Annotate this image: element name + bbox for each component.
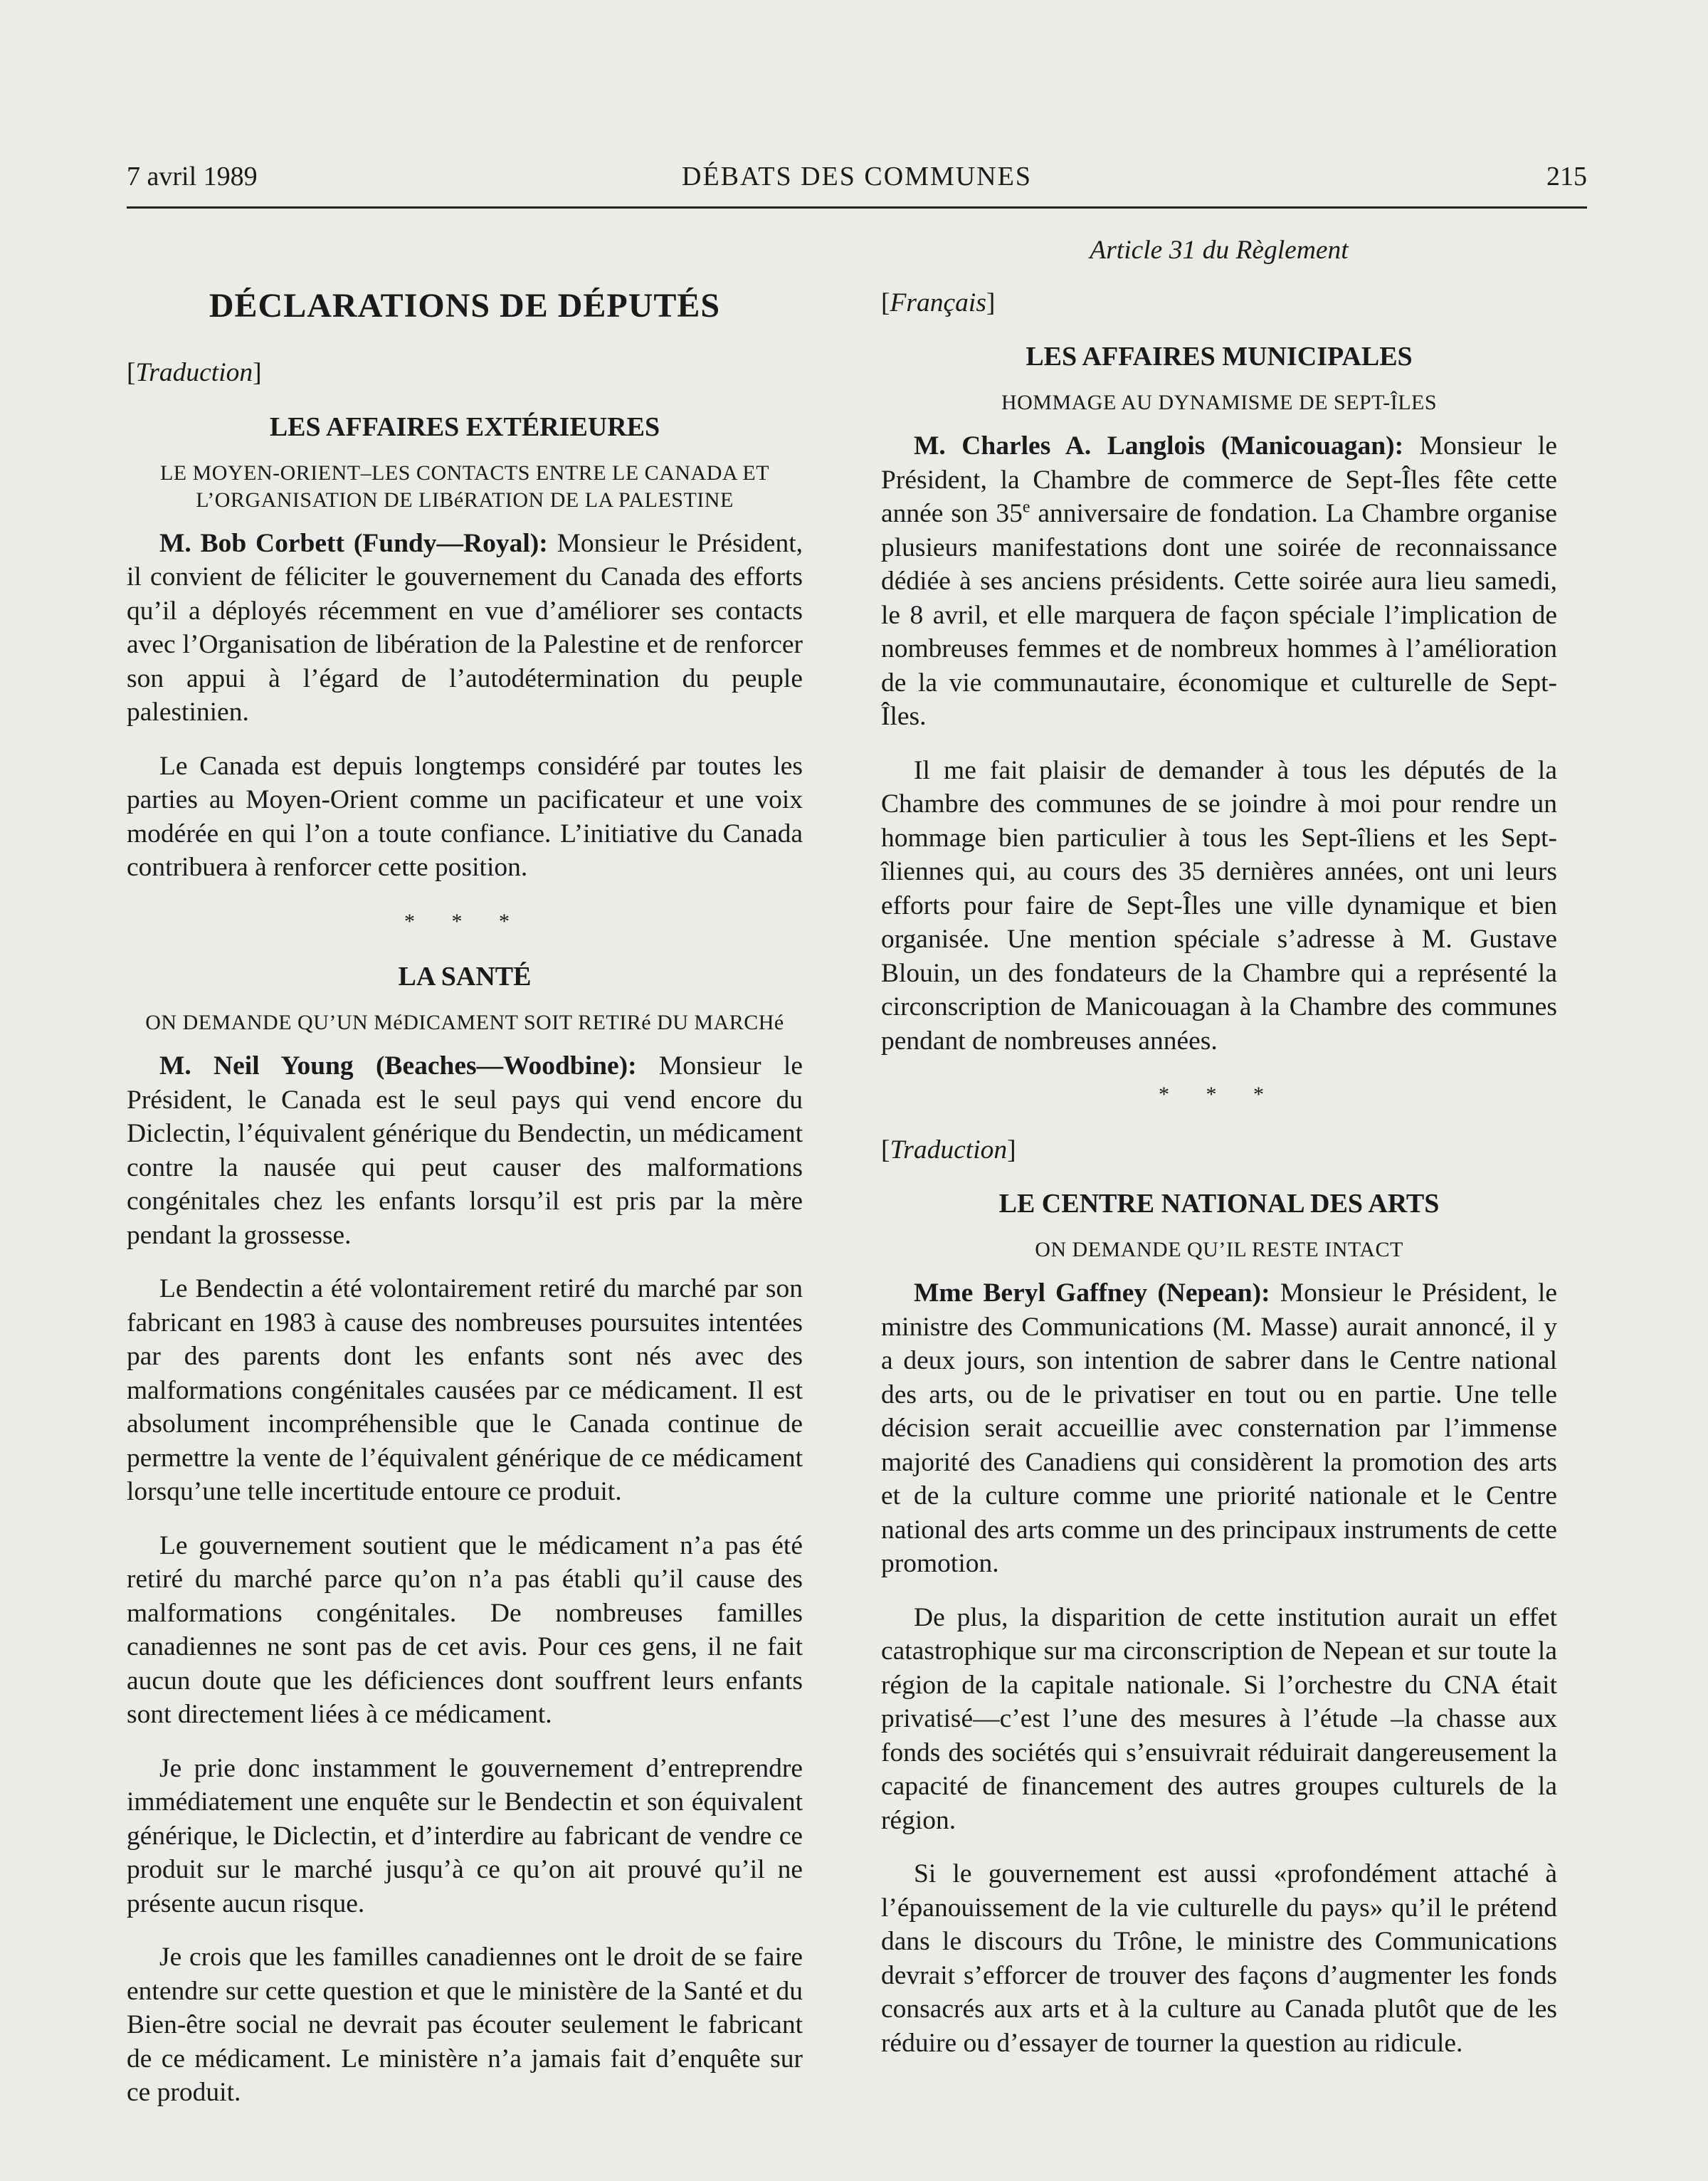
page-header [127,161,1587,209]
page-number: 215 [1546,162,1587,191]
paragraph: Si le gouvernement est aussi «profondément attaché à l’épanouissement de la vie culturelle du pays» qu’il le prétend dans le discours du Trône, le ministre des Communications devrait s’efforcer de trouver des façons d’augmenter les fonds consacrés aux arts et à la culture au Canada plutôt que de les réduire ou d’essayer de tourner la question au ridicule. [881,1859,1557,2058]
section-title-centre-national-des-arts: LE CENTRE NATIONAL DES ARTS [998,1189,1440,1219]
speaker-name: Mme Beryl Gaffney (Nepean): [914,1278,1270,1308]
paragraph: Je crois que les familles canadiennes ont le droit de se faire entendre sur cette question et que le ministère de la Santé et du Bien-être social ne devrait pas écouter seulement le fabricant de ce médicament. Le ministère n’a jamais fait d’enquête sur ce produit. [127,1943,803,2107]
section-subtitle-medicament: ON DEMANDE QU’UN MéDICAMENT SOIT RETIRé DU MARCHé [145,1011,784,1034]
article-reference: Article 31 du Règlement [1090,236,1349,265]
section-subtitle-sept-iles: HOMMAGE AU DYNAMISME DE SEPT-ÎLES [1001,391,1438,414]
paragraph: Le gouvernement soutient que le médicament n’a pas été retiré du marché parce qu’on n’a pas établi qu’il cause des malformations congénitales. De nombreuses familles canadiennes ne sont pas de cet avis. Pour ces gens, il ne fait aucun doute que les déficiences dont souffrent leurs enfants sont directement liées à ce médicament. [127,1530,803,1729]
paragraph: Il me fait plaisir de demander à tous les députés de la Chambre des communes de se joindre à moi pour rendre un hommage bien particulier à tous les Sept-îliens et les Sept-îliennes qui, au cours des 35 dernières années, ont uni leurs efforts pour faire de Sept-Îles une ville dynamique et bien organisée. Une mention spéciale s’adresse à M. Gustave Blouin, un des fondateurs de la Chambre qui a représenté la circonscription de Manicouagan à la Chambre des communes pendant de nombreuses années. [881,755,1557,1056]
paragraph: De plus, la disparition de cette institution aurait un effet catastrophique sur ma circonscription de Nepean et sur toute la région de la capitale nationale. Si l’orchestre du CNA était privatisé—c’est l’une des mesures à l’étude –la chasse aux fonds des sociétés qui s’ensuivrait réduirait dangereusement la capacité de financement des autres groupes culturels de la région. [881,1602,1557,1835]
speaker-name: M. Bob Corbett (Fundy—Royal): [159,528,548,558]
translation-note: [Traduction] [881,1135,1016,1165]
section-subtitle-moyen-orient: LE MOYEN-ORIENT–LES CONTACTS ENTRE LE CANADA ET L’ORGANISATION DE LIBéRATION DE LA PALESTINE [159,461,770,512]
left-column [127,233,803,2130]
section-separator: * * * [404,909,525,933]
paragraph: M. Neil Young (Beaches—Woodbine): Monsieur le Président, le Canada est le seul pays qui vend encore du Diclectin, l’équivalent générique du Bendectin, un médicament contre la nausée qui peut causer des malformations congénitales chez les enfants lorsqu’il est pris par la mère pendant la grossesse. [127,1051,803,1250]
header-date: 7 avril 1989 [127,162,258,191]
right-column [881,233,1557,2080]
translation-note: [Traduction] [127,358,262,387]
paragraph: Mme Beryl Gaffney (Nepean): Monsieur le Président, le ministre des Communications (M. Masse) aurait annoncé, il y a deux jours, son intention de sabrer dans le Centre national des arts, ou de le privatiser en tout ou en partie. Une telle décision serait accueillie avec consternation par l’immense majorité des Canadiens qui considèrent la promotion des arts et de la culture comme une priorité nationale et le Centre national des arts comme un des principaux instruments de cette promotion. [881,1278,1558,1578]
main-title: DÉCLARATIONS DE DÉPUTÉS [209,287,721,325]
section-title-affaires-municipales: LES AFFAIRES MUNICIPALES [1026,342,1413,372]
section-title-affaires-exterieures: LES AFFAIRES EXTÉRIEURES [269,411,660,442]
paragraph: M. Bob Corbett (Fundy—Royal): Monsieur le Président, il convient de féliciter le gouvernement du Canada des efforts qu’il a déployés récemment en vue d’améliorer ses contacts avec l’Organisation de libération de la Palestine et de renforcer son appui à l’égard de l’autodétermination du peuple palestinien. [127,528,803,727]
paragraph: Je prie donc instamment le gouvernement d’entreprendre immédiatement une enquête sur le Bendectin et son équivalent générique, le Diclectin, et d’interdire au fabricant de vendre ce produit sur le marché jusqu’à ce qu’on ait prouvé qu’il ne présente aucun risque. [127,1753,803,1918]
paragraph: M. Charles A. Langlois (Manicouagan): Monsieur le Président, la Chambre de commerce de Sept-Îles fête cette année son 35e anniversaire de fondation. La Chambre organise plusieurs manifestations dont une soirée de reconnaissance dédiée à ses anciens présidents. Cette soirée aura lieu samedi, le 8 avril, et elle marquera de façon spéciale l’implication de nombreuses femmes et de nombreux hommes à l’amélioration de la vie communautaire, économique et culturelle de Sept-Îles. [881,431,1558,731]
section-title-sante: LA SANTÉ [398,962,532,992]
section-subtitle-intact: ON DEMANDE QU’IL RESTE INTACT [1035,1238,1403,1261]
speaker-name: M. Charles A. Langlois (Manicouagan): [914,431,1404,461]
speaker-name: M. Neil Young (Beaches—Woodbine): [159,1051,637,1081]
paragraph: Le Canada est depuis longtemps considéré par toutes les parties au Moyen-Orient comme un pacificateur et une voix modérée en qui l’on a toute confiance. L’initiative du Canada contribuera à renforcer cette position. [127,751,803,882]
header-title: DÉBATS DES COMMUNES [682,162,1032,191]
language-note: [Français] [881,288,996,317]
section-separator: * * * [1159,1083,1280,1106]
paragraph: Le Bendectin a été volontairement retiré du marché par son fabricant en 1983 à cause des nombreuses poursuites intentées par des parents dont les enfants sont nés avec des malformations congénitales causées par ce médicament. Il est absolument incompréhensible que le Canada continue de permettre la vente de l’équivalent générique de ce médicament lorsqu’une telle incertitude entoure ce produit. [127,1274,803,1506]
